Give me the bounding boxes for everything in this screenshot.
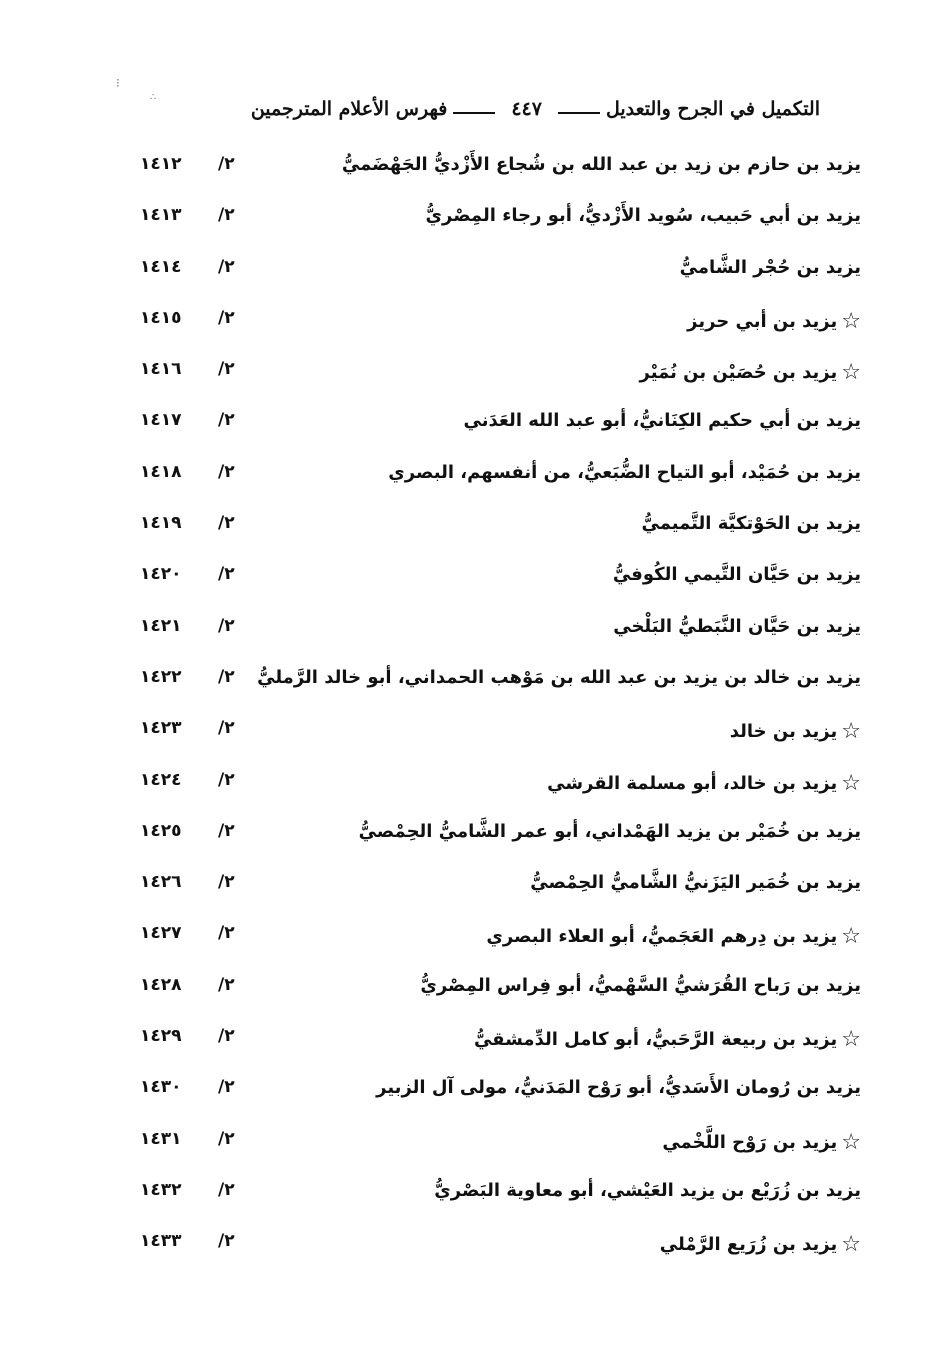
star-icon: ☆ [841, 719, 861, 745]
entry-name [388, 462, 861, 483]
entry-volume: ٢/ [218, 615, 235, 636]
entry-number: ١٤٣١ [140, 1128, 182, 1149]
entry-name [662, 1129, 861, 1154]
list-item [0, 917, 939, 968]
entry-volume: ٢/ [218, 205, 235, 226]
entry-name-text: يزيد بن حازم بن زيد بن عبد الله بن شُجاع الأَزْديُّ الجَهْضَميُّ [341, 154, 861, 175]
entry-number: ١٤١٢ [140, 154, 182, 174]
entry-number: ١٤٢٦ [140, 872, 182, 893]
margin-dot: ∴ [150, 92, 157, 103]
entry-volume: ٢/ [218, 974, 235, 995]
entry-name [680, 257, 861, 278]
entry-name [641, 513, 861, 534]
list-item [0, 866, 939, 917]
star-icon: ☆ [841, 360, 861, 386]
list-item [0, 610, 939, 661]
entry-name [613, 616, 861, 637]
entry-number: ١٤٢٤ [140, 769, 182, 790]
list-item [0, 302, 939, 353]
star-icon: ☆ [841, 924, 861, 950]
list-item [0, 764, 939, 815]
entry-number: ١٤٢٩ [140, 1026, 182, 1047]
entry-name [359, 821, 861, 842]
entry-name-text: يزيد بن زُرَيْع بن يزيد العَيْشي، أبو معاوية البَصْريُّ [434, 1179, 861, 1201]
entry-name-text: يزيد بن رَوْح اللَّخْمي [662, 1131, 838, 1153]
book-title: التكميل في الجرح والتعديل [605, 98, 820, 120]
entry-number: ١٤٢٧ [140, 923, 182, 944]
entry-list [0, 148, 939, 1277]
entry-name [486, 923, 861, 948]
entry-name-text: يزيد بن أبي حكيم الكِنَانيُّ، أبو عبد الله العَدَني [463, 410, 861, 432]
entry-name [464, 410, 861, 431]
list-item [0, 353, 939, 404]
running-header [220, 92, 820, 126]
entry-number: ١٤٢٢ [140, 666, 182, 687]
entry-name-text: يزيد بن الحَوْتكيَّة التَّميميُّ [641, 513, 861, 535]
margin-mark: ⁝ [116, 76, 120, 90]
list-item [0, 661, 939, 712]
entry-volume: ٢/ [218, 718, 235, 739]
list-item [0, 148, 939, 199]
list-item [0, 199, 939, 250]
entry-name-text: يزيد بن حُجْر الشَّاميُّ [679, 256, 861, 278]
entry-volume: ٢/ [218, 666, 235, 687]
entry-name-text: يزيد بن دِرهم العَجَميُّ، أبو العلاء البصري [486, 926, 838, 948]
entry-name [426, 205, 862, 226]
list-item [0, 1071, 939, 1122]
list-item [0, 1020, 939, 1071]
entry-number: ١٤١٤ [140, 256, 182, 277]
list-item [0, 712, 939, 763]
star-icon: ☆ [841, 770, 861, 796]
entry-name [257, 667, 861, 688]
entry-volume: ٢/ [218, 923, 235, 944]
entry-number: ١٤٣٠ [140, 1077, 182, 1098]
entry-volume: ٢/ [218, 256, 235, 277]
star-icon: ☆ [841, 1027, 861, 1053]
entry-name-text: يزيد بن خالد، أبو مسلمة القرشي [547, 772, 838, 794]
entry-name-text: يزيد بن رَباح القُرَشيُّ السَّهْميُّ، أبو فِراس المِصْريُّ [420, 974, 861, 996]
entry-number: ١٤٢٣ [140, 718, 182, 739]
entry-name [547, 770, 861, 795]
entry-volume: ٢/ [218, 1026, 235, 1047]
list-item [0, 1174, 939, 1225]
entry-name-text: يزيد بن خُمَيْر بن يزيد الهَمْداني، أبو عمر الشَّاميُّ الحِمْصيُّ [358, 820, 861, 842]
list-item [0, 558, 939, 609]
entry-name [640, 359, 861, 384]
entry-number: ١٤١٣ [140, 205, 182, 226]
entry-name-text: يزيد بن حُمَيْد، أبو التياح الضُّبَعيُّ، من أنفسهم، البصري [388, 461, 861, 483]
list-item [0, 404, 939, 455]
entry-number: ١٤١٧ [140, 410, 182, 431]
entry-name-text: يزيد بن زُرَيع الرَّمْلي [659, 1234, 838, 1256]
entry-name-text: يزيد بن حَيَّان التَّيمي الكُوفيُّ [612, 564, 861, 586]
entry-volume: ٢/ [218, 359, 235, 380]
entry-volume: ٢/ [218, 564, 235, 585]
star-icon: ☆ [841, 1232, 861, 1258]
entry-volume: ٢/ [218, 1179, 235, 1200]
entry-volume: ٢/ [218, 461, 235, 482]
entry-volume: ٢/ [218, 872, 235, 893]
entry-volume: ٢/ [218, 769, 235, 790]
entry-name [420, 975, 861, 996]
entry-name [474, 1026, 861, 1051]
entry-name-text: يزيد بن ربيعة الرَّحَبيُّ، أبو كامل الدِّمشقيُّ [473, 1029, 838, 1051]
entry-name-text: يزيد بن أبي حريز [687, 310, 838, 332]
entry-name [687, 308, 861, 333]
entry-number: ١٤١٩ [140, 513, 182, 534]
entry-volume: ٢/ [218, 410, 235, 431]
entry-volume: ٢/ [218, 154, 235, 174]
entry-number: ١٤١٨ [140, 461, 182, 482]
entry-number: ١٤٣٣ [140, 1231, 182, 1252]
entry-name-text: يزيد بن حَيَّان النَّبَطيُّ البَلْخي [613, 615, 861, 637]
section-title: فهرس الأعلام المترجمين [250, 98, 448, 120]
header-dash [453, 112, 495, 114]
list-item [0, 969, 939, 1020]
star-icon: ☆ [841, 1129, 861, 1155]
entry-number: ١٤٢١ [140, 615, 182, 636]
entry-number: ١٤٢٥ [140, 820, 182, 841]
list-item [0, 1123, 939, 1174]
entry-number: ١٤٢٠ [140, 564, 182, 585]
entry-name [342, 154, 861, 175]
entry-name [660, 1231, 861, 1256]
entry-name [730, 718, 861, 743]
list-item [0, 456, 939, 507]
header-dash [558, 112, 600, 114]
list-item [0, 1225, 939, 1276]
entry-volume: ٢/ [218, 820, 235, 841]
star-icon: ☆ [841, 308, 861, 334]
entry-volume: ٢/ [218, 513, 235, 534]
entry-volume: ٢/ [218, 1231, 235, 1252]
page-number: ٤٤٧ [511, 98, 542, 120]
entry-name [613, 564, 861, 585]
entry-number: ١٤١٦ [140, 359, 182, 380]
entry-name [530, 872, 861, 893]
entry-name-text: يزيد بن أبي حَبيب، سُويد الأَزْديُّ، أبو رجاء المِصْريُّ [425, 205, 861, 227]
list-item [0, 815, 939, 866]
entry-volume: ٢/ [218, 1077, 235, 1098]
entry-name-text: يزيد بن رُومان الأَسَديُّ، أبو رَوْح المَدَنيُّ، مولى آل الزبير [376, 1077, 861, 1099]
entry-name-text: يزيد بن خالد [729, 721, 838, 743]
list-item [0, 507, 939, 558]
entry-name-text: يزيد بن خالد بن يزيد بن عبد الله بن مَوْهب الحمداني، أبو خالد الرَّمليُّ [257, 666, 861, 688]
entry-number: ١٤١٥ [140, 307, 182, 328]
entry-volume: ٢/ [218, 1128, 235, 1149]
entry-name-text: يزيد بن خُمَير اليَزَنيُّ الشَّاميُّ الحِمْصيُّ [530, 872, 861, 894]
entry-volume: ٢/ [218, 307, 235, 328]
list-item [0, 251, 939, 302]
entry-name [434, 1180, 861, 1201]
entry-name-text: يزيد بن حُصَيْن بن نُمَيْر [639, 362, 838, 384]
entry-number: ١٤٢٨ [140, 974, 182, 995]
entry-name [376, 1077, 861, 1098]
entry-number: ١٤٣٢ [140, 1179, 182, 1200]
